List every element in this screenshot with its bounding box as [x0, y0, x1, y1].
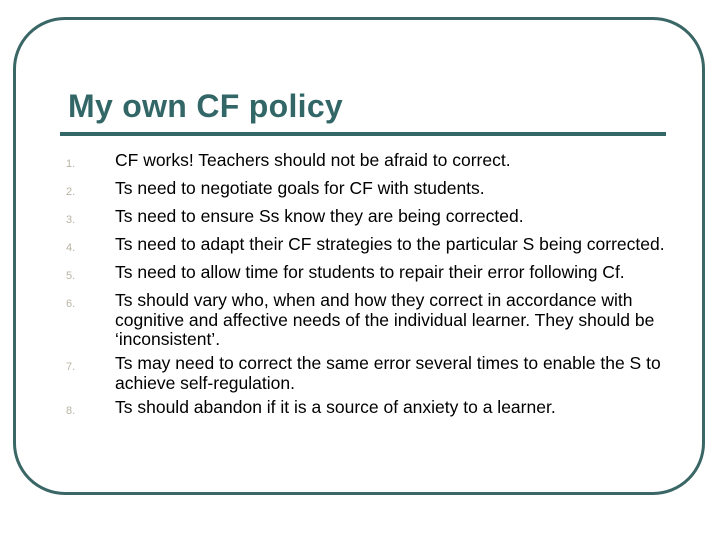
list-item — [66, 398, 666, 422]
list-item — [66, 235, 666, 259]
item-number: 1. — [66, 158, 76, 170]
item-text: Ts need to negotiate goals for CF with students. — [115, 178, 485, 198]
item-text: Ts may need to correct the same error several times to enable the S to achieve self-regulation. — [115, 353, 661, 393]
list-item — [66, 179, 666, 203]
item-number: 3. — [66, 214, 76, 226]
list-item — [66, 207, 666, 231]
list-item — [66, 263, 666, 287]
list-item — [66, 291, 666, 350]
item-text: Ts need to adapt their CF strategies to the particular S being corrected. — [115, 234, 665, 254]
item-number: 6. — [66, 298, 76, 310]
list-item — [66, 354, 666, 393]
title-divider — [60, 132, 666, 136]
item-text: Ts need to ensure Ss know they are being corrected. — [115, 206, 524, 226]
item-text: Ts need to allow time for students to repair their error following Cf. — [115, 262, 625, 282]
policy-list — [66, 151, 666, 426]
slide-title: My own CF policy — [68, 88, 344, 124]
item-number: 4. — [66, 242, 76, 254]
list-item — [66, 151, 666, 175]
item-number: 8. — [66, 404, 76, 417]
item-text: Ts should abandon if it is a source of anxiety to a learner. — [115, 396, 556, 417]
item-number: 2. — [66, 186, 76, 198]
item-number: 5. — [66, 270, 76, 282]
item-text: Ts should vary who, when and how they correct in accordance with cognitive and affective needs of the individual learner. They should be ‘inconsistent’. — [115, 290, 655, 349]
item-number: 7. — [66, 361, 76, 373]
item-text: CF works! Teachers should not be afraid to correct. — [115, 150, 511, 170]
